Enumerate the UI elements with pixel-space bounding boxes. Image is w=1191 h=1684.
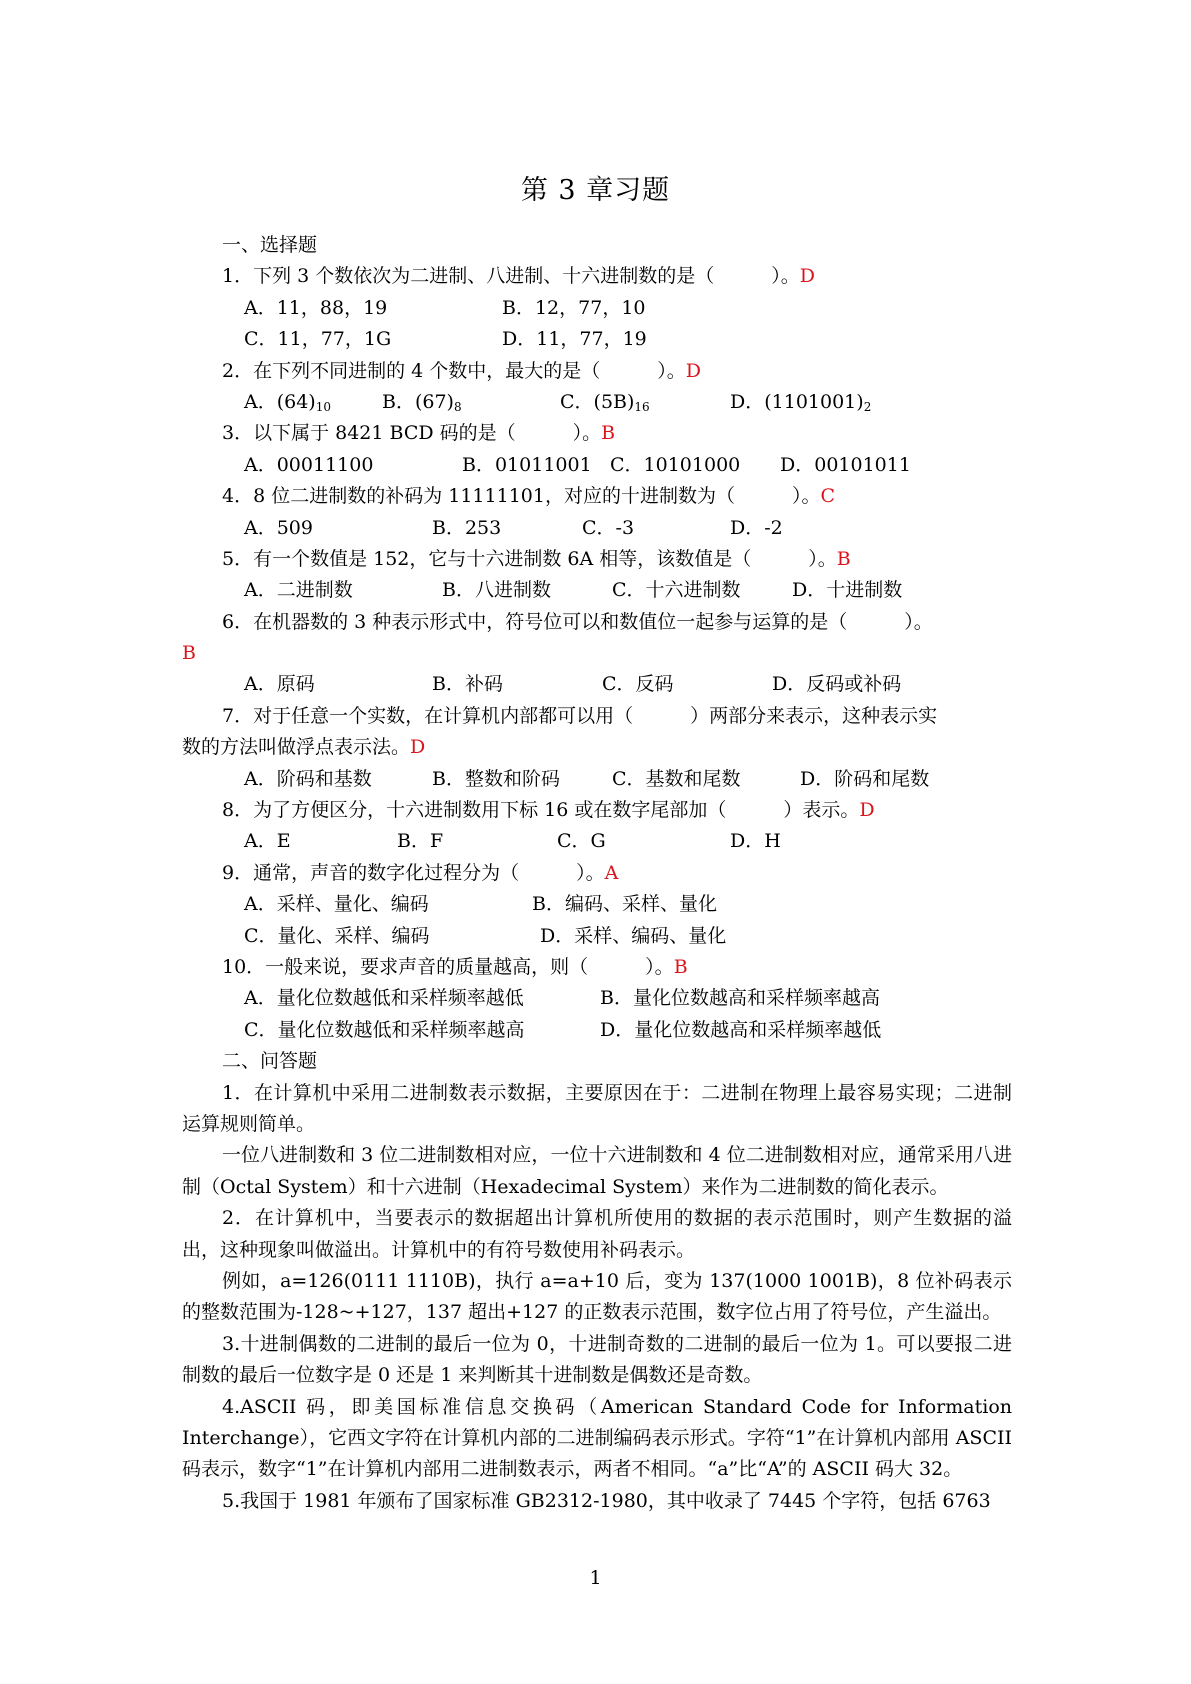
answer-paragraph-3: 3.十进制偶数的二进制的最后一位为 0，十进制奇数的二进制的最后一位为 1。可以要报二进制数的最后一位数字是 0 还是 1 来判断其十进制数是偶数还是奇数。 (182, 1332, 1012, 1387)
question-stem: 10．一般来说，要求声音的质量越高，则（ ）。 (222, 955, 674, 978)
options-row (182, 513, 1012, 544)
option-c: C．10101000 (610, 453, 741, 476)
question-5 (182, 544, 1012, 575)
option-c: C．基数和尾数 (612, 767, 741, 790)
option-b: B．01011001 (462, 453, 592, 476)
section-heading-choice: 一、选择题 (222, 234, 318, 256)
option-b: B．整数和阶码 (432, 767, 560, 790)
question-10 (182, 952, 1012, 983)
option-c: C．量化位数越低和采样频率越高 (244, 1018, 525, 1041)
option-d: D．00101011 (780, 453, 911, 476)
option-d: D．反码或补码 (772, 673, 902, 696)
options-row (182, 324, 1012, 355)
option-b: B．12，77，10 (502, 296, 646, 319)
question-9 (182, 858, 1012, 889)
option-a: A．11，88，19 (244, 296, 388, 319)
option-a: A．E (244, 830, 291, 853)
answer-key: B (182, 642, 196, 665)
option-d: D．11，77，19 (502, 328, 647, 351)
answer-key: B (601, 422, 616, 445)
question-stem: 4．8 位二进制数的补码为 11111101，对应的十进制数为（ ）。 (222, 485, 821, 508)
options-row (182, 293, 1012, 324)
question-stem: 5．有一个数值是 152，它与十六进制数 6A 相等，该数值是（ ）。 (222, 547, 837, 570)
option-d: D．H (730, 830, 781, 853)
option-d: D．十进制数 (792, 579, 903, 602)
answer-paragraph-4: 4.ASCII 码，即美国标准信息交换码（American Standard Code for Information Interchange），它西文字符在计算机内部的二进制编码表示形式。字符“1”在计算机内部用 ASCII 码表示，数字“1”在计算机内部用二进制数表示，两者不相同。“a”比“A”的 ASCII 码大 32。 (182, 1395, 1012, 1481)
answer-key: D (410, 736, 426, 759)
question-stem: 2．在下列不同进制的 4 个数中，最大的是（ ）。 (222, 359, 686, 382)
question-stem: 1．下列 3 个数依次为二进制、八进制、十六进制数的是（ ）。 (222, 265, 800, 288)
option-d: D．阶码和尾数 (800, 767, 930, 790)
option-a: A．509 (244, 516, 313, 539)
option-b: B．$(67)_8$ (382, 390, 462, 414)
page-number: 1 (589, 1567, 602, 1589)
answer-key: A (604, 861, 619, 884)
option-b: B．补码 (432, 673, 503, 696)
option-c: C．-3 (582, 516, 635, 539)
page-title: 第 3 章习题 (520, 175, 671, 206)
answer-paragraph-2b: 例如，a=126(0111 1110B)，执行 a=a+10 后，变为 137(1000 1001B)，8 位补码表示的整数范围为-128~+127，137 超出+127 的正数表示范围，数字位占用了符号位，产生溢出。 (182, 1269, 1012, 1324)
answer-paragraph-1b: 一位八进制数和 3 位二进制数相对应，一位十六进制数和 4 位二进制数相对应，通常采用八进制（Octal System）和十六进制（Hexadecimal System）来作为二进制数的简化表示。 (182, 1144, 1012, 1198)
option-d: D．量化位数越高和采样频率越低 (600, 1018, 882, 1041)
option-b: B．F (397, 830, 444, 853)
question-2 (182, 356, 1012, 387)
answer-paragraph-5: 5.我国于 1981 年颁布了国家标准 GB2312-1980，其中收录了 7445 个字符，包括 6763 (222, 1489, 991, 1512)
document-body (182, 230, 1012, 1517)
option-a: A．$(64)_{10}$ (244, 390, 332, 414)
option-c: C．$(5B)_{16}$ (560, 390, 650, 414)
answer-key: B (836, 547, 851, 570)
question-stem: 3．以下属于 8421 BCD 码的是（ ）。 (222, 422, 602, 445)
option-a: A．阶码和基数 (244, 767, 372, 790)
answer-key: C (820, 485, 836, 508)
question-4 (182, 481, 1012, 512)
options-row (182, 826, 1012, 857)
option-a: A．采样、量化、编码 (244, 893, 429, 916)
question-7: 7．对于任意一个实数，在计算机内部都可以用（ ）两部分来表示，这种表示实 (222, 704, 938, 727)
question-7-cont: 数的方法叫做浮点表示法。D (182, 736, 426, 759)
option-c: C．量化、采样、编码 (244, 924, 430, 947)
question-3 (182, 418, 1012, 449)
options-row (182, 1015, 1012, 1046)
question-stem: 8．为了方便区分，十六进制数用下标 16 或在数字尾部加（ ）表示。 (222, 799, 860, 822)
options-row (182, 387, 1012, 418)
answer-key: D (799, 265, 815, 288)
option-a: A．量化位数越低和采样频率越低 (244, 987, 524, 1010)
option-b: B．编码、采样、量化 (532, 893, 717, 916)
answer-paragraph-1: 1．在计算机中采用二进制数表示数据，主要原因在于：二进制在物理上最容易实现；二进制运算规则简单。 (182, 1081, 1012, 1135)
option-d: D．$(1101001)_2$ (730, 390, 872, 414)
option-d: D．采样、编码、量化 (540, 924, 727, 947)
question-6: 6．在机器数的 3 种表示形式中，符号位可以和数值位一起参与运算的是（ ）。 (222, 610, 933, 633)
answer-key: D (859, 799, 875, 822)
answer-paragraph-2: 2．在计算机中，当要表示的数据超出计算机所使用的数据的表示范围时，则产生数据的溢出，这种现象叫做溢出。计算机中的有符号数使用补码表示。 (182, 1207, 1012, 1261)
options-row (182, 669, 1012, 700)
option-b: B．253 (432, 516, 502, 539)
question-8 (182, 795, 1012, 826)
question-1 (182, 261, 1012, 292)
answer-line (182, 638, 1012, 669)
option-a: A．二进制数 (244, 579, 353, 602)
options-row (182, 575, 1012, 606)
answer-key: B (673, 955, 688, 978)
section-heading-qa: 二、问答题 (222, 1050, 318, 1073)
options-row (182, 764, 1012, 795)
option-c: C．11，77，1G (244, 328, 392, 351)
question-stem: 9．通常，声音的数字化过程分为（ ）。 (222, 861, 605, 884)
option-d: D．-2 (730, 516, 783, 539)
option-b: B．量化位数越高和采样频率越高 (600, 987, 880, 1010)
options-row (182, 921, 1012, 952)
option-c: C．十六进制数 (612, 579, 741, 602)
option-b: B．八进制数 (442, 579, 551, 602)
answer-key: D (685, 359, 701, 382)
option-a: A．原码 (244, 673, 315, 696)
options-row (182, 889, 1012, 920)
option-a: A．00011100 (244, 453, 374, 476)
options-row (182, 450, 1012, 481)
option-c: C．反码 (602, 673, 674, 696)
option-c: C．G (557, 830, 606, 853)
options-row (182, 983, 1012, 1014)
